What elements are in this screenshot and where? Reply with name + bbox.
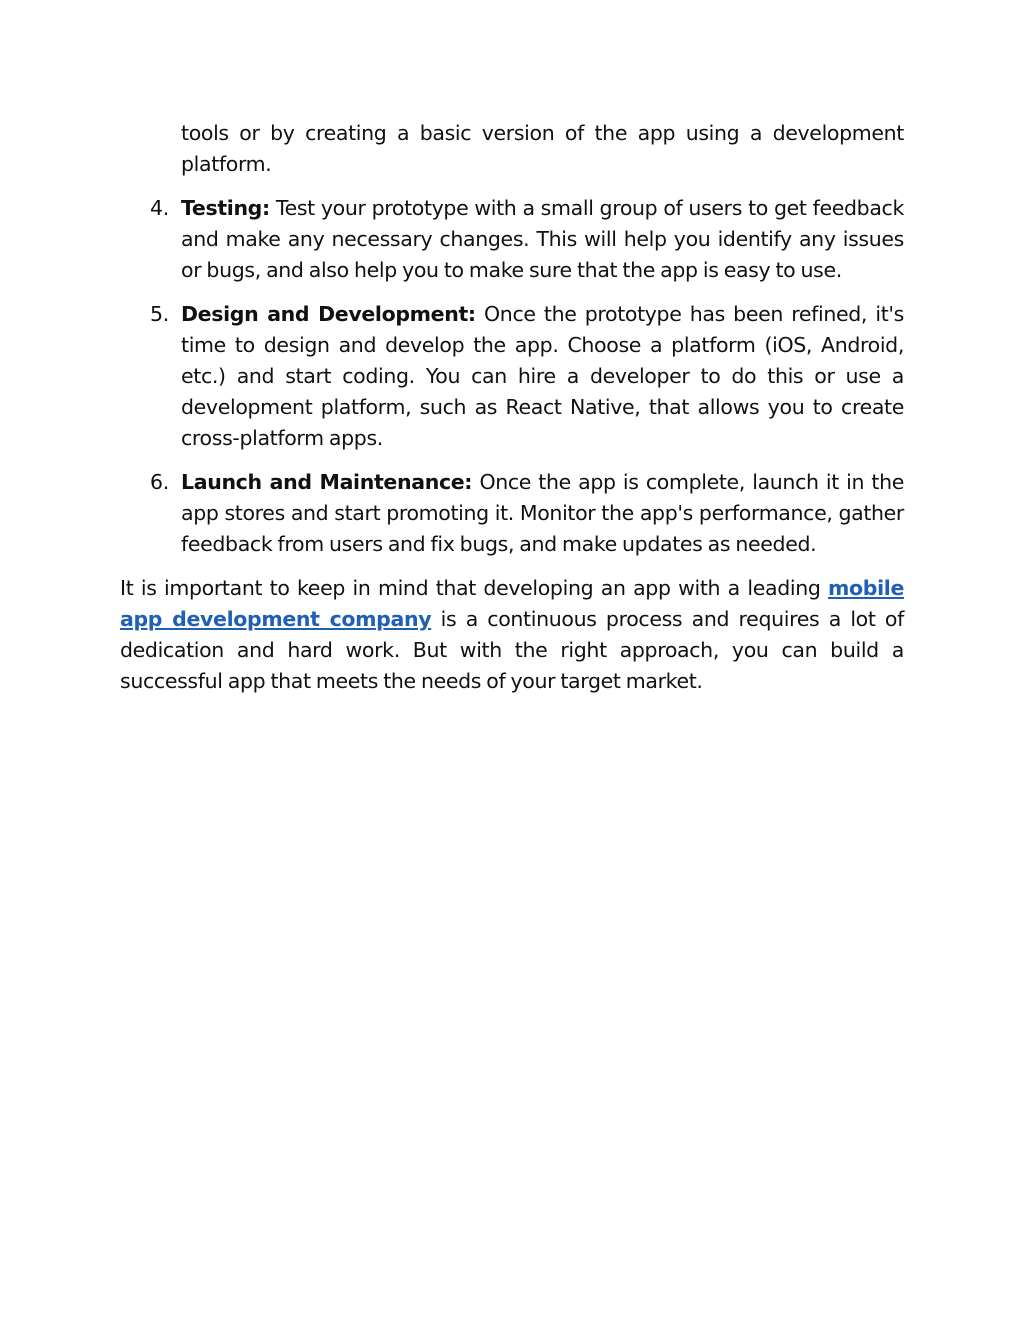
closing-text-after-link: is a continuous process and requires a lot of dedication and hard work. But with the right approach, you can build a successful app that meets the needs of your target market. bbox=[120, 607, 904, 693]
step-text: Once the prototype has been refined, it's time to design and develop the app. Choose a platform (iOS, Android, etc.) and start coding. You can hire a developer to do this or use a development platform, such as React Native, that allows you to create cross-platform apps. bbox=[181, 302, 904, 450]
closing-paragraph bbox=[120, 573, 904, 697]
list-item bbox=[150, 467, 905, 560]
step-title: Launch and Maintenance: bbox=[181, 470, 473, 494]
list-item bbox=[150, 299, 904, 454]
closing-text-before-link: It is important to keep in mind that developing an app with a leading bbox=[120, 576, 821, 600]
list-item bbox=[150, 193, 904, 286]
step-text: Test your prototype with a small group of users to get feedback and make any necessary changes. This will help you identify any issues or bugs, and also help you to make sure that the app is easy to use. bbox=[181, 196, 904, 282]
steps-list bbox=[120, 193, 904, 560]
step-title: Testing: bbox=[181, 196, 270, 220]
mobile-app-development-company-link[interactable]: mobile app development company bbox=[120, 576, 904, 631]
step-3-continuation: tools or by creating a basic version of the app using a development platform. bbox=[181, 121, 904, 176]
document-body bbox=[120, 118, 904, 697]
step-number: 4. bbox=[150, 196, 169, 220]
step-text: Once the app is complete, launch it in the app stores and start promoting it. Monitor the app's performance, gather feedback from users and fix bugs, and make updates as needed. bbox=[181, 470, 905, 556]
step-number: 5. bbox=[150, 302, 169, 326]
step-number: 6. bbox=[150, 470, 169, 494]
step-title: Design and Development: bbox=[181, 302, 476, 326]
